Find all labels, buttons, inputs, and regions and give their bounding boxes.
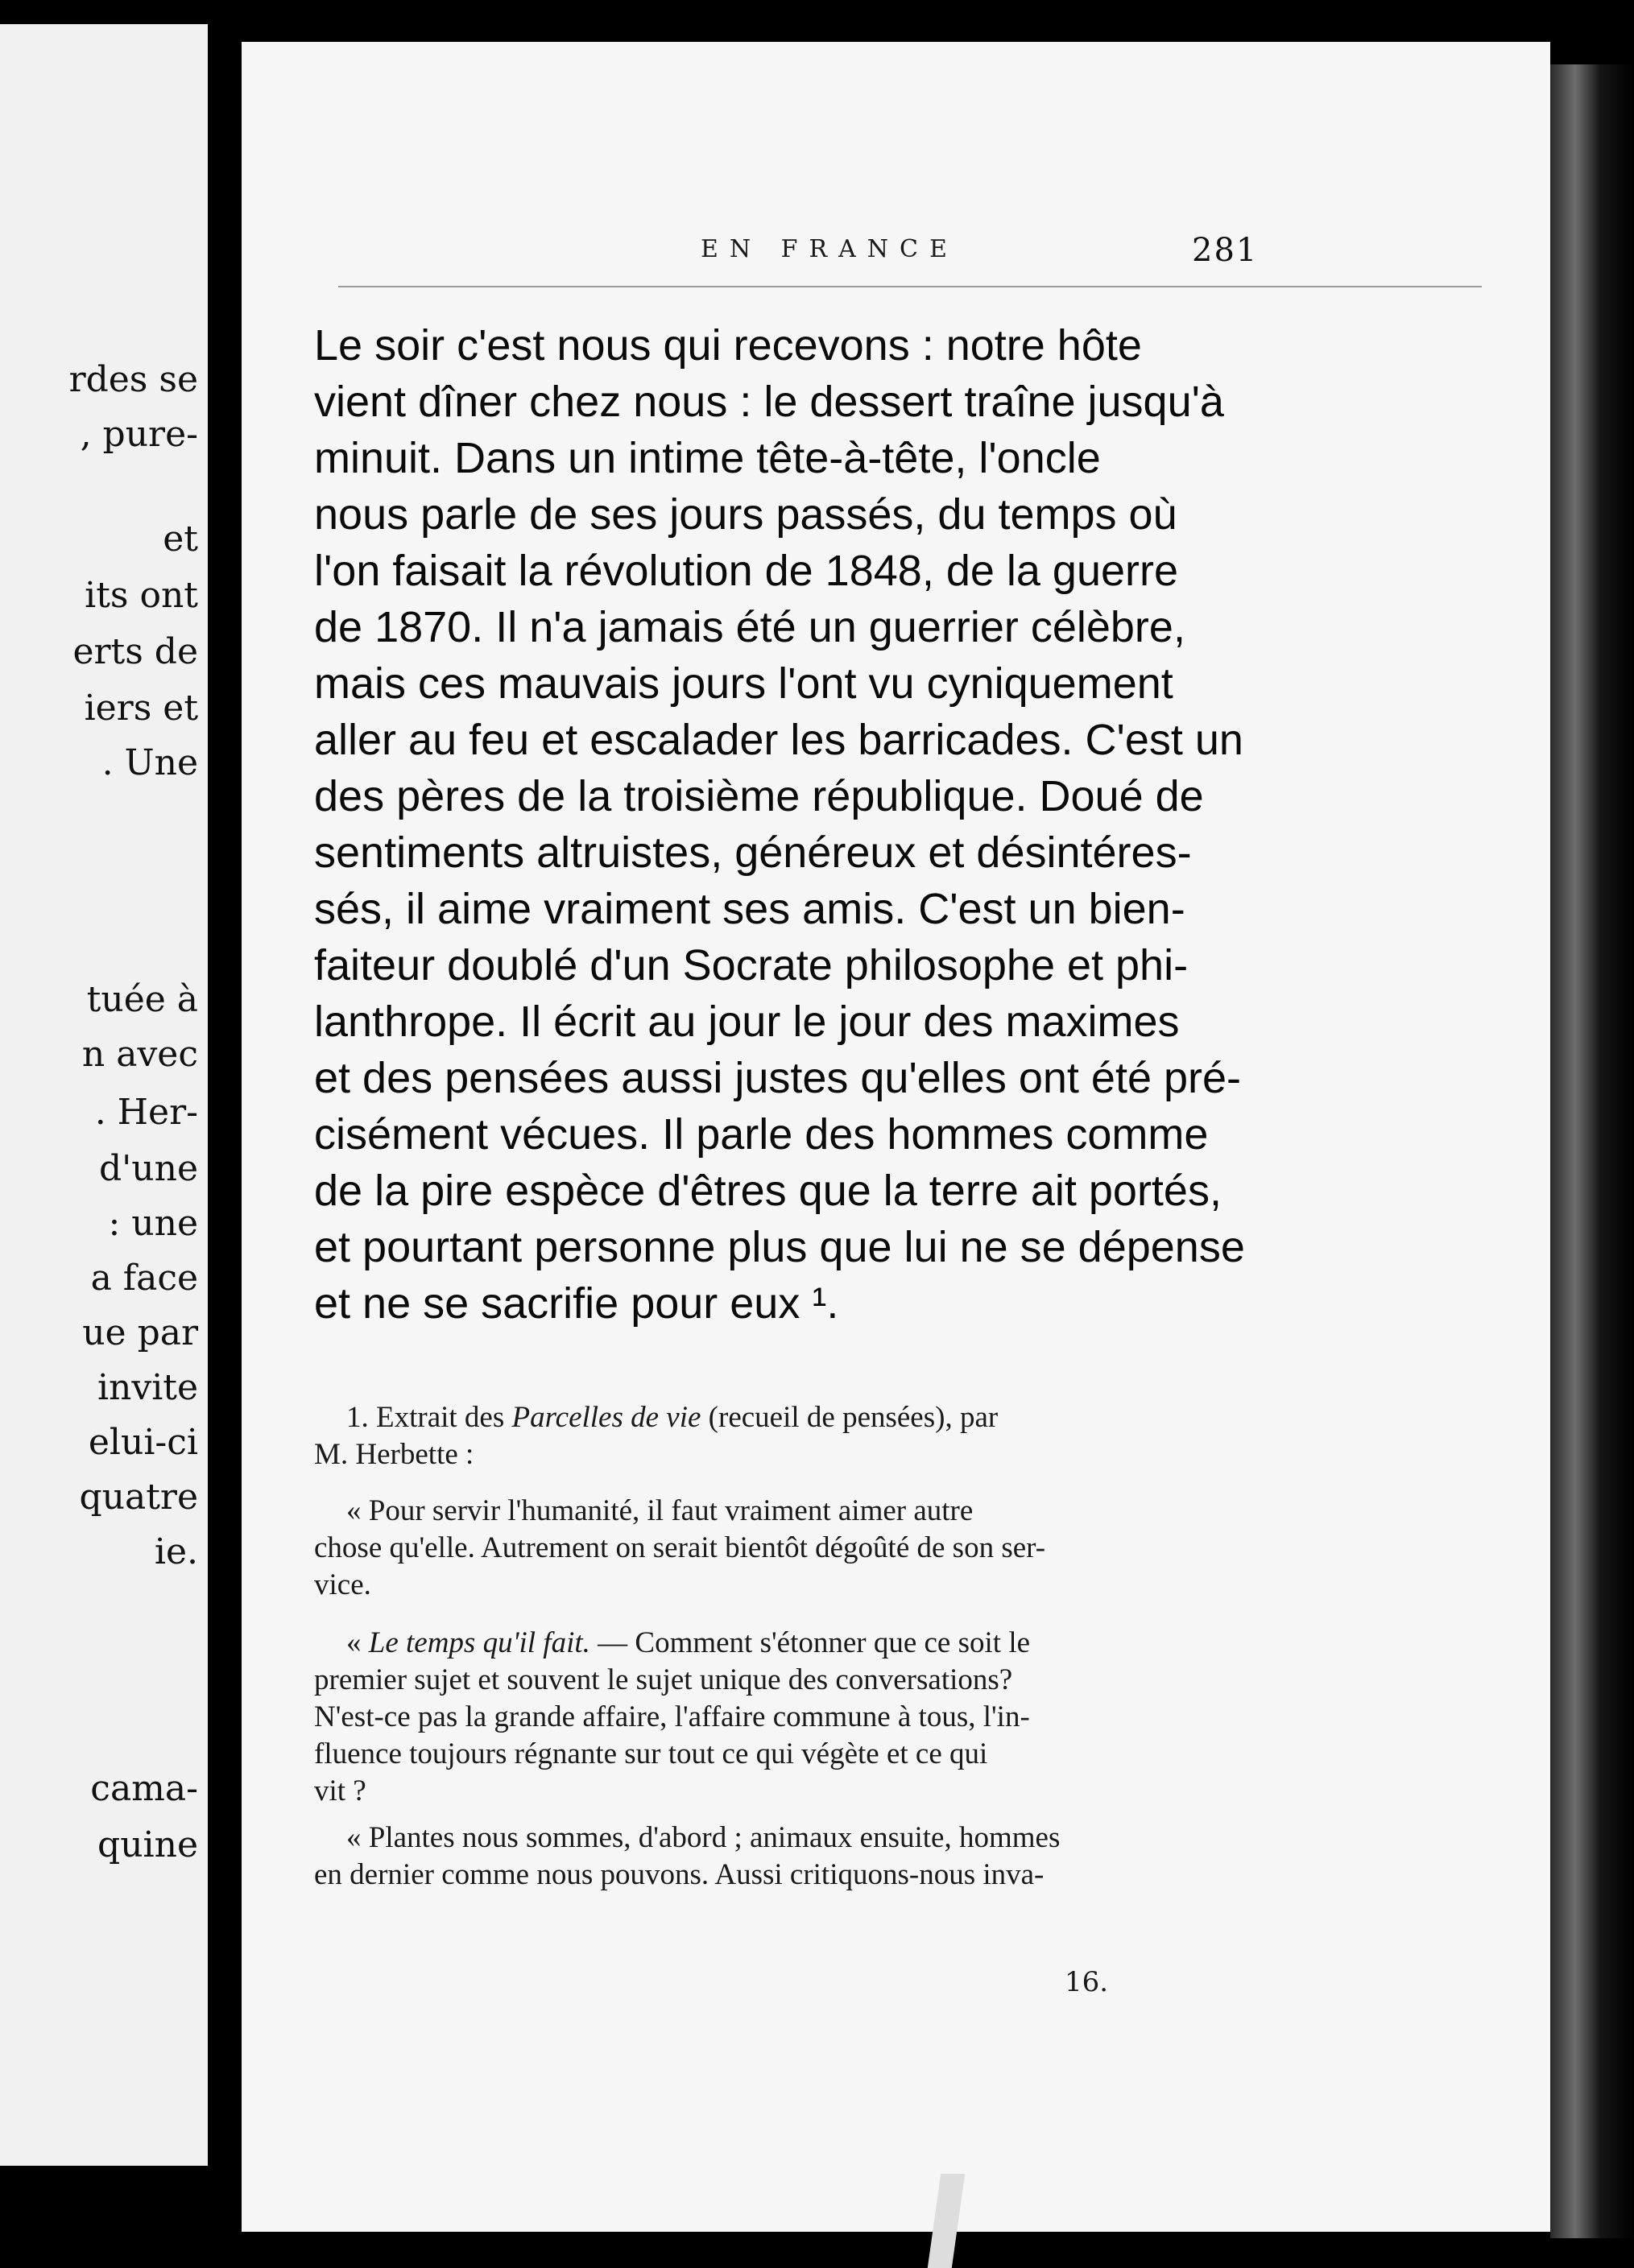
body-line: vient dîner chez nous : le dessert traîne jusqu'à bbox=[314, 378, 1224, 426]
left-page-fragment: rdes se bbox=[68, 359, 198, 400]
body-line: sés, il aime vraiment ses amis. C'est un bien- bbox=[314, 885, 1185, 933]
body-line: des pères de la troisième république. Doué de bbox=[314, 772, 1204, 820]
footnote-line: M. Herbette : bbox=[314, 1438, 474, 1471]
left-page-fragment: quatre bbox=[79, 1477, 198, 1518]
body-line: mais ces mauvais jours l'ont vu cyniquement bbox=[314, 659, 1173, 708]
left-page-fragment: et bbox=[163, 518, 198, 560]
page-number: 281 bbox=[1192, 232, 1259, 269]
body-line: l'on faisait la révolution de 1848, de la guerre bbox=[314, 547, 1179, 595]
body-line: Le soir c'est nous qui recevons : notre hôte bbox=[314, 321, 1142, 370]
left-page-fragment: : une bbox=[108, 1203, 198, 1244]
footnote-line: premier sujet et souvent le sujet unique des conversations? bbox=[314, 1663, 1013, 1696]
signature-mark: 16. bbox=[1065, 1966, 1109, 1998]
body-line: et des pensées aussi justes qu'elles ont été pré- bbox=[314, 1054, 1242, 1102]
body-line: faiteur doublé d'un Socrate philosophe et phi- bbox=[314, 941, 1189, 989]
footnote-text: 1. Extrait des bbox=[346, 1401, 512, 1434]
footnote-text: « bbox=[346, 1626, 369, 1659]
left-page-fragment: n avec bbox=[81, 1034, 198, 1075]
left-page-fragment: . Une bbox=[101, 742, 198, 783]
left-facing-page bbox=[0, 24, 208, 2166]
body-line: et ne se sacrifie pour eux ¹. bbox=[314, 1279, 839, 1328]
right-book-page bbox=[242, 42, 1550, 2232]
body-line: de la pire espèce d'êtres que la terre ait portés, bbox=[314, 1167, 1222, 1215]
running-head bbox=[242, 232, 1550, 275]
footnote-line: « Plantes nous sommes, d'abord ; animaux ensuite, hommes bbox=[346, 1821, 1061, 1854]
body-line: sentiments altruistes, généreux et désintéres- bbox=[314, 828, 1192, 877]
body-line: minuit. Dans un intime tête-à-tête, l'oncle bbox=[314, 434, 1101, 482]
footnote-line: N'est-ce pas la grande affaire, l'affaire commune à tous, l'in- bbox=[314, 1700, 1030, 1733]
left-page-fragment: tuée à bbox=[86, 979, 198, 1020]
left-page-fragment: , pure- bbox=[80, 414, 198, 455]
left-page-fragment: d'une bbox=[99, 1148, 198, 1189]
body-line: de 1870. Il n'a jamais été un guerrier célèbre, bbox=[314, 603, 1185, 651]
footnote-line: vice. bbox=[314, 1568, 371, 1601]
footnote-line: en dernier comme nous pouvons. Aussi critiquons-nous inva- bbox=[314, 1858, 1045, 1891]
body-line: cisément vécues. Il parle des hommes comme bbox=[314, 1110, 1209, 1159]
footnote-line: vit ? bbox=[314, 1774, 366, 1807]
footnote-line: « Pour servir l'humanité, il faut vraiment aimer autre bbox=[346, 1494, 974, 1527]
body-line: aller au feu et escalader les barricades. C'est un bbox=[314, 716, 1243, 764]
left-page-fragment: iers et bbox=[84, 688, 198, 729]
running-title: EN FRANCE bbox=[701, 235, 958, 263]
footnote-line bbox=[346, 1628, 1030, 1658]
footnote-book-title: Parcelles de vie bbox=[511, 1401, 701, 1434]
body-line: nous parle de ses jours passés, du temps où bbox=[314, 490, 1177, 539]
left-page-fragment: cama- bbox=[90, 1768, 198, 1809]
footnote-maxim-title: Le temps qu'il fait. bbox=[368, 1626, 590, 1659]
left-page-fragment: invite bbox=[97, 1367, 198, 1408]
left-page-fragment: its ont bbox=[85, 575, 198, 616]
body-line: et pourtant personne plus que lui ne se dépense bbox=[314, 1223, 1245, 1271]
left-page-fragment: a face bbox=[90, 1258, 198, 1299]
left-page-fragment: ie. bbox=[154, 1531, 198, 1572]
book-binding-edge bbox=[1550, 64, 1634, 2238]
footnote-line bbox=[346, 1403, 998, 1432]
left-page-fragment: . Her- bbox=[94, 1092, 198, 1133]
footnote-text: (recueil de pensées), par bbox=[701, 1401, 999, 1434]
left-page-fragment: elui-ci bbox=[88, 1422, 198, 1463]
left-page-fragment: quine bbox=[97, 1824, 198, 1865]
header-rule bbox=[338, 286, 1482, 287]
body-line: lanthrope. Il écrit au jour le jour des maximes bbox=[314, 998, 1180, 1046]
footnote-text: — Comment s'étonner que ce soit le bbox=[589, 1626, 1031, 1659]
left-page-fragment: erts de bbox=[72, 631, 198, 672]
left-page-fragment: ue par bbox=[82, 1312, 198, 1353]
footnote-line: chose qu'elle. Autrement on serait bientôt dégoûté de son ser- bbox=[314, 1531, 1046, 1564]
footnote-line: fluence toujours régnante sur tout ce qui végète et ce qui bbox=[314, 1737, 988, 1770]
